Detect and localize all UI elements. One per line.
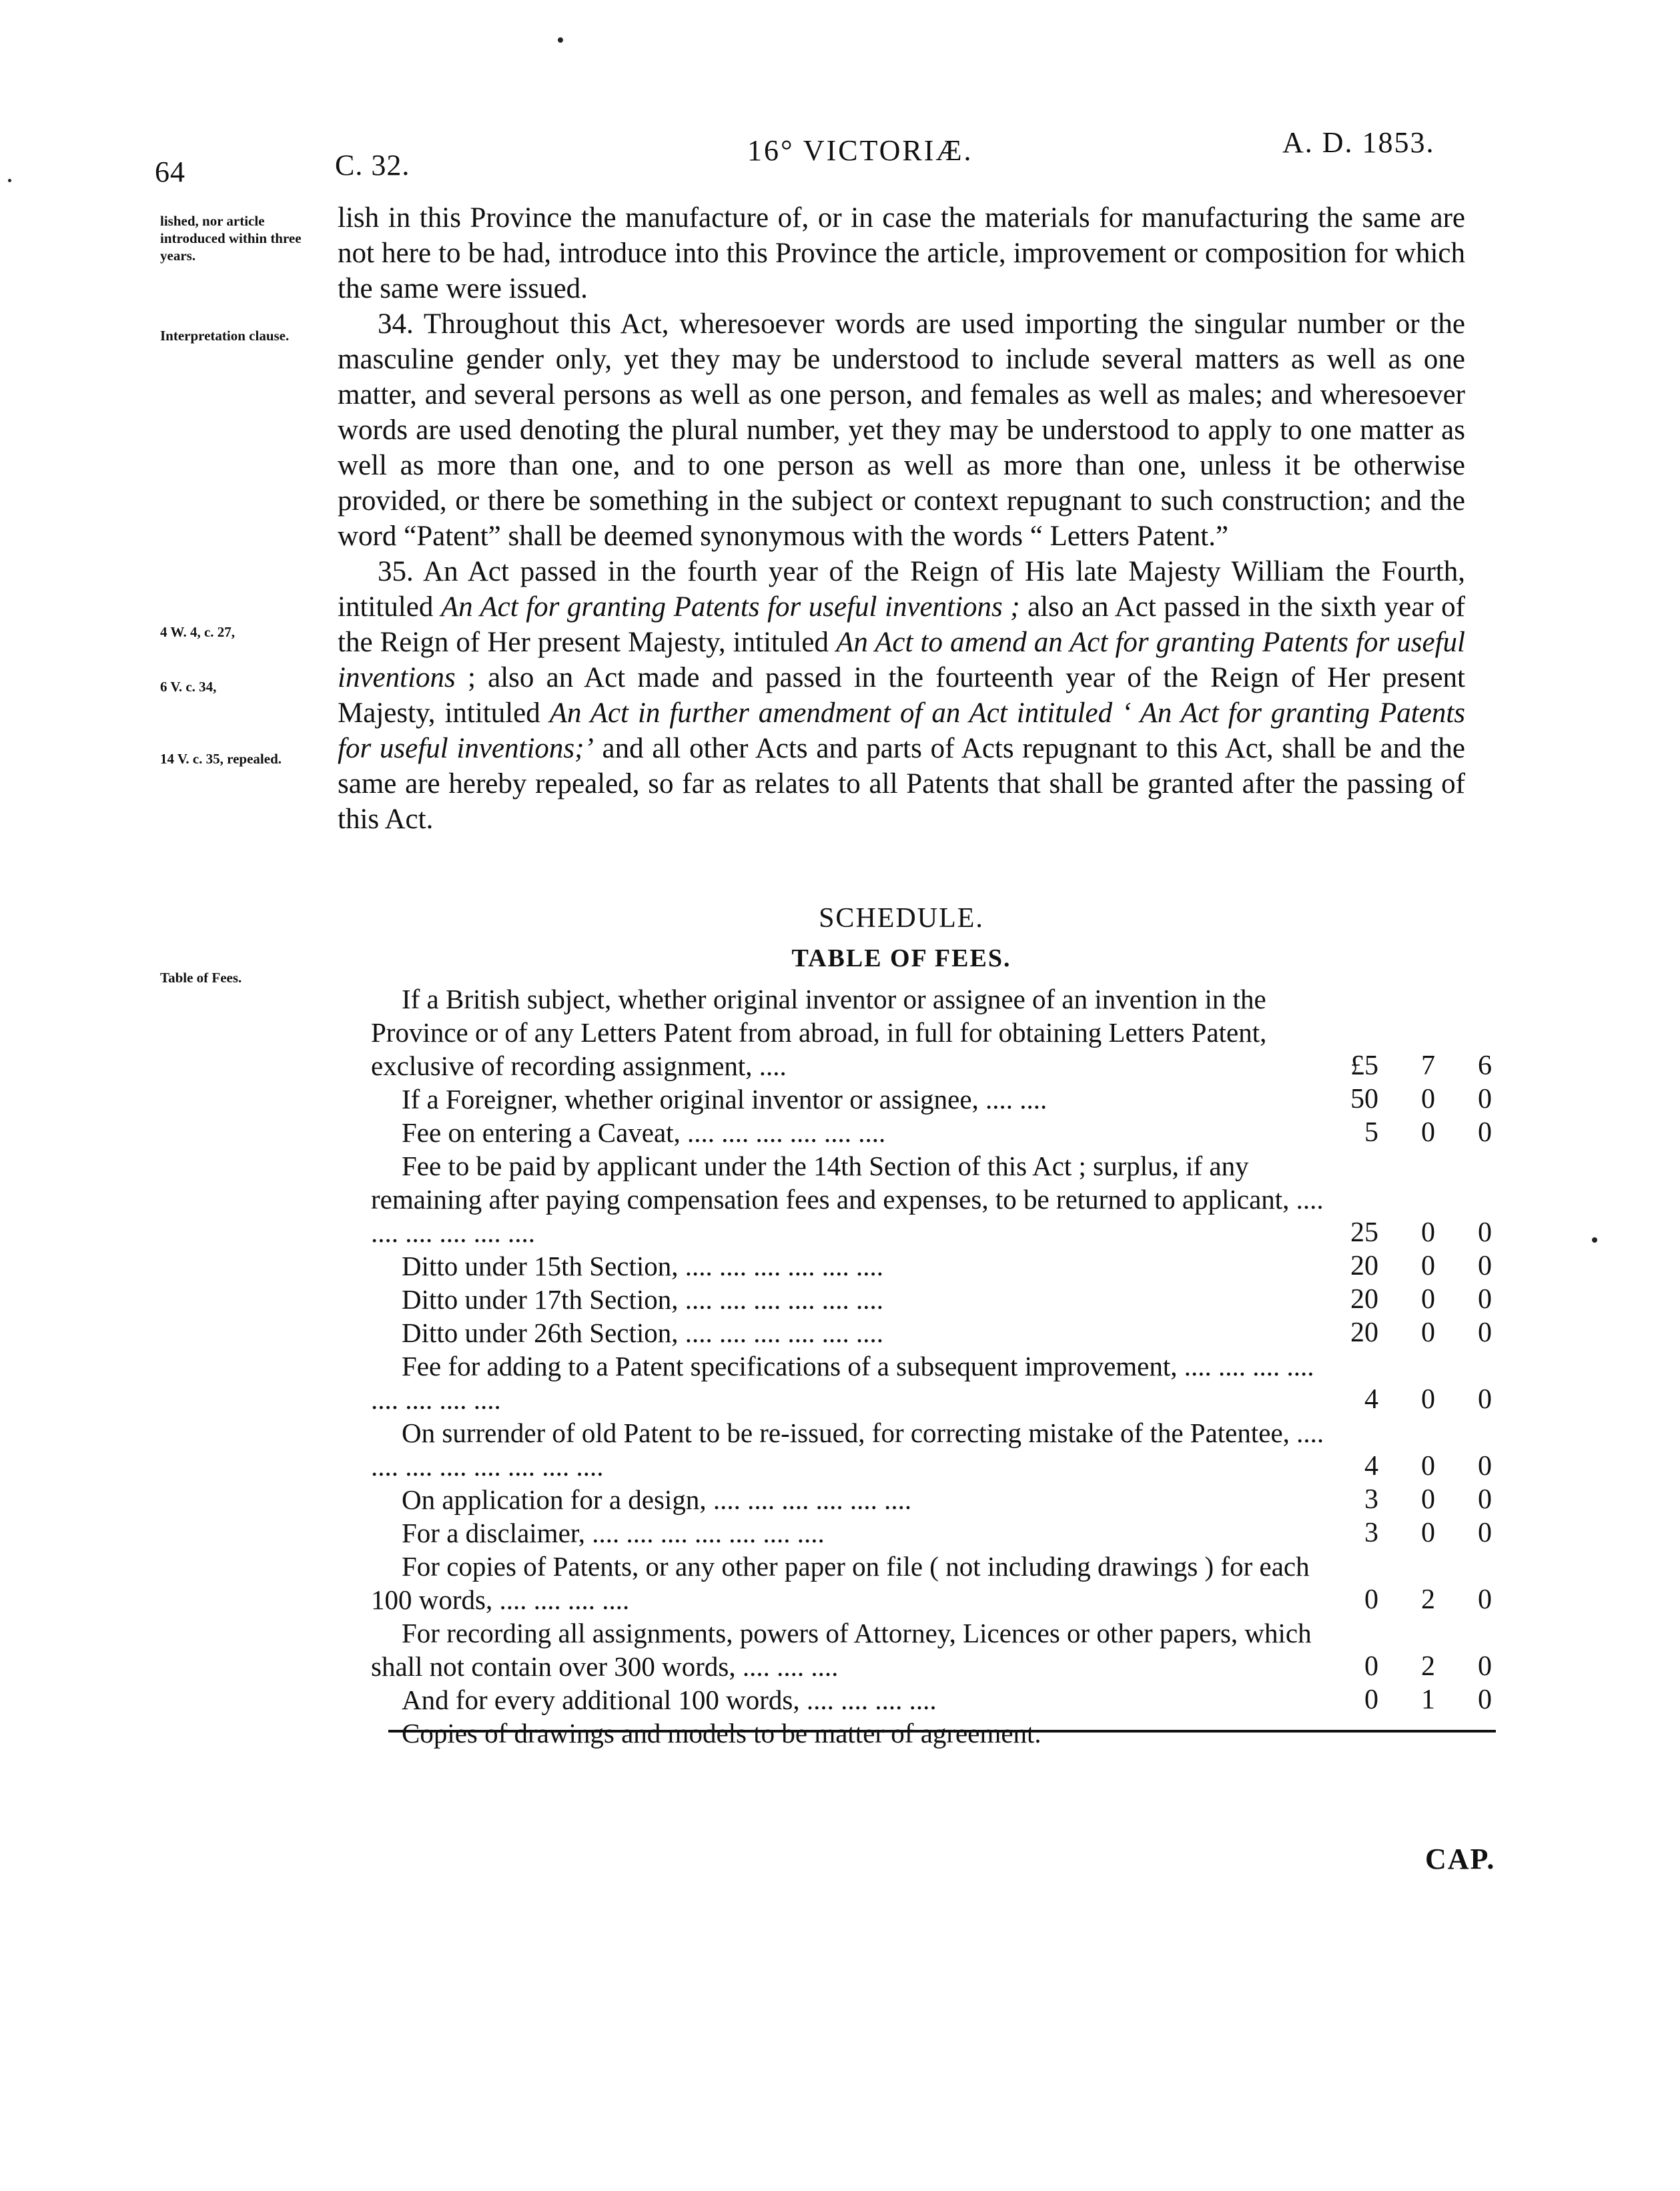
margin-note: 6 V. c. 34, [160, 679, 217, 695]
pence: 0 [1478, 1084, 1492, 1115]
fee-row [371, 1082, 1492, 1116]
section-34: 34. Throughout this Act, wheresoever words are used importing the singular number or the masculine gender only, yet they may be understood to include several matters as well as one matter, and several persons as well as one person, and females as well as males; and wheresoever words are used denoting the plural number, yet they may be understood to apply to one matter as well as more than one, and to one person as well as more than one, unless it be otherwise provided, or there be something in the subject or context repugnant to such construction; and the word “Patent” shall be deemed synonymous with the words “ Letters Patent.” [338, 308, 1465, 552]
shillings: 0 [1421, 1317, 1435, 1348]
pounds: 20 [1350, 1284, 1378, 1315]
pence: 0 [1478, 1584, 1492, 1615]
pence: 6 [1478, 1050, 1492, 1081]
fee-amount [1338, 1316, 1492, 1349]
fee-description: If a British subject, whether original inventor or assignee of an invention in the Province or of any Letters Patent from abroad, in full for obtaining Letters Patent, exclusive of recording assignment, .... [371, 984, 1267, 1081]
pence: 0 [1478, 1651, 1492, 1682]
pence: 0 [1478, 1217, 1492, 1248]
fee-description: For recording all assignments, powers of Attorney, Licences or other papers, which shall not contain over 300 words, .... .... .... [371, 1618, 1312, 1682]
running-title: 16° VICTORIÆ. [747, 134, 973, 167]
shillings: 1 [1421, 1684, 1435, 1715]
fee-amount [1338, 1683, 1492, 1716]
shillings: 0 [1421, 1484, 1435, 1515]
pounds: 20 [1350, 1251, 1378, 1281]
fee-description: Fee on entering a Caveat, .... .... .... .... .... .... [402, 1117, 886, 1148]
shillings: 0 [1421, 1117, 1435, 1148]
fee-amount [1338, 1216, 1492, 1249]
pounds: 4 [1364, 1451, 1378, 1482]
fee-row [371, 1550, 1492, 1616]
pence: 0 [1478, 1284, 1492, 1315]
fee-description: Ditto under 17th Section, .... .... .... .... .... .... [402, 1284, 884, 1315]
fee-description: For copies of Patents, or any other paper on file ( not including drawings ) for each 100 words, .... .... .... .... [371, 1551, 1310, 1615]
pence: 0 [1478, 1518, 1492, 1548]
scan-speck [558, 37, 563, 43]
shillings: 2 [1421, 1651, 1435, 1682]
catchword: CAP. [1425, 1843, 1496, 1875]
closing-note-row [371, 1716, 1492, 1750]
paragraph-continuation: lish in this Province the manufacture of, or in case the materials for manufacturing the same are not here to be had, introduce into this Province the article, improvement or composition for which the same were issued. [338, 202, 1465, 304]
fee-amount [1338, 1583, 1492, 1616]
fee-description: Fee to be paid by applicant under the 14th Section of this Act ; surplus, if any remaining after paying compensation fees and expenses, to be returned to applicant, .... .... .... .... .... .... [371, 1151, 1324, 1248]
fee-description: On application for a design, .... .... .... .... .... .... [402, 1484, 912, 1515]
margin-note: 4 W. 4, c. 27, [160, 624, 236, 640]
fee-row [371, 1516, 1492, 1550]
horizontal-rule [388, 1730, 1496, 1733]
shillings: 2 [1421, 1584, 1435, 1615]
pence: 0 [1478, 1684, 1492, 1715]
fee-description: Fee for adding to a Patent specifications of a subsequent improvement, .... .... .... .... .... .... .... .... [371, 1351, 1314, 1415]
pence: 0 [1478, 1317, 1492, 1348]
shillings: 0 [1421, 1251, 1435, 1281]
margin-note: 14 V. c. 35, repealed. [160, 751, 282, 767]
pence: 0 [1478, 1384, 1492, 1415]
fee-amount [1338, 1483, 1492, 1516]
shillings: 0 [1421, 1084, 1435, 1115]
fee-row [371, 1349, 1492, 1416]
chapter-number: C. 32. [335, 149, 410, 182]
page-number: 64 [155, 155, 185, 188]
fee-row [371, 1116, 1492, 1149]
fee-row [371, 1683, 1492, 1716]
pounds: 0 [1364, 1584, 1378, 1615]
pence: 0 [1478, 1484, 1492, 1515]
pounds: £5 [1350, 1050, 1378, 1081]
fee-row [371, 1483, 1492, 1516]
margin-note: Table of Fees. [160, 970, 242, 986]
fee-description: And for every additional 100 words, .... .... .... .... [402, 1684, 937, 1715]
shillings: 0 [1421, 1284, 1435, 1315]
pounds: 3 [1364, 1518, 1378, 1548]
fee-amount [1338, 1082, 1492, 1116]
scan-speck [8, 179, 11, 182]
margin-note: lished, nor article introduced within three years. [160, 213, 302, 264]
fees-table [371, 982, 1492, 1750]
fee-description: On surrender of old Patent to be re-issued, for correcting mistake of the Patentee, .... .... .... .... .... .... .... .... [371, 1418, 1324, 1482]
pence: 0 [1478, 1451, 1492, 1482]
fee-amount [1338, 1249, 1492, 1283]
fee-row [371, 982, 1492, 1082]
text-run: also an Act passed in the sixth year of the Reign of Her present Majesty, intituled [338, 591, 1465, 658]
pounds: 25 [1350, 1217, 1378, 1248]
fee-amount [1338, 1116, 1492, 1149]
fee-description: If a Foreigner, whether original inventor or assignee, .... .... [402, 1084, 1047, 1115]
fee-row [371, 1249, 1492, 1283]
fee-row [371, 1416, 1492, 1483]
fee-amount [1338, 1283, 1492, 1316]
shillings: 0 [1421, 1384, 1435, 1415]
text-run: 35. An Act passed in the fourth year of the Reign of His late Majesty William the Fourth, intituled [338, 556, 1465, 623]
fee-amount [1338, 1450, 1492, 1483]
act-title: An Act in further amendment of an Act intituled ‘ An Act for granting Patents for useful inventions;’ [338, 697, 1465, 764]
text-run: and all other Acts and parts of Acts repugnant to this Act, shall be and the same are hereby repealed, so far as relates to all Patents that shall be granted after the passing of this Act. [338, 733, 1465, 835]
pounds: 50 [1350, 1084, 1378, 1115]
fee-description: For a disclaimer, .... .... .... .... .... .... .... [402, 1518, 825, 1548]
body-text [338, 200, 1465, 837]
fee-amount [1338, 1049, 1492, 1082]
scan-speck [1592, 1237, 1597, 1243]
margin-note: Interpretation clause. [160, 328, 290, 344]
fee-amount [1338, 1383, 1492, 1416]
fee-row [371, 1316, 1492, 1349]
pounds: 0 [1364, 1651, 1378, 1682]
pence: 0 [1478, 1117, 1492, 1148]
schedule-heading: SCHEDULE. [819, 903, 984, 934]
shillings: 0 [1421, 1518, 1435, 1548]
pounds: 4 [1364, 1384, 1378, 1415]
fee-row [371, 1616, 1492, 1683]
text-run: ; also an Act made and passed in the fourteenth year of the Reign of Her present Majesty, intituled [338, 662, 1465, 729]
pounds: 5 [1364, 1117, 1378, 1148]
pence: 0 [1478, 1251, 1492, 1281]
fee-amount [1338, 1516, 1492, 1550]
pounds: 0 [1364, 1684, 1378, 1715]
fee-row [371, 1283, 1492, 1316]
fee-description: Ditto under 26th Section, .... .... .... .... .... .... [402, 1317, 884, 1348]
shillings: 7 [1421, 1050, 1435, 1081]
act-title: An Act for granting Patents for useful inventions ; [440, 591, 1020, 623]
year-header: A. D. 1853. [1282, 126, 1435, 159]
table-of-fees-heading: TABLE OF FEES. [791, 944, 1011, 972]
closing-note: Copies of drawings and models to be matter of agreement. [402, 1718, 1041, 1749]
pounds: 20 [1350, 1317, 1378, 1348]
shillings: 0 [1421, 1217, 1435, 1248]
fee-row [371, 1149, 1492, 1249]
fee-description: Ditto under 15th Section, .... .... .... .... .... .... [402, 1251, 884, 1281]
pounds: 3 [1364, 1484, 1378, 1515]
act-title: An Act to amend an Act for granting Patents for useful inventions [338, 627, 1465, 693]
shillings: 0 [1421, 1451, 1435, 1482]
section-35 [338, 554, 1465, 837]
fee-amount [1338, 1650, 1492, 1683]
